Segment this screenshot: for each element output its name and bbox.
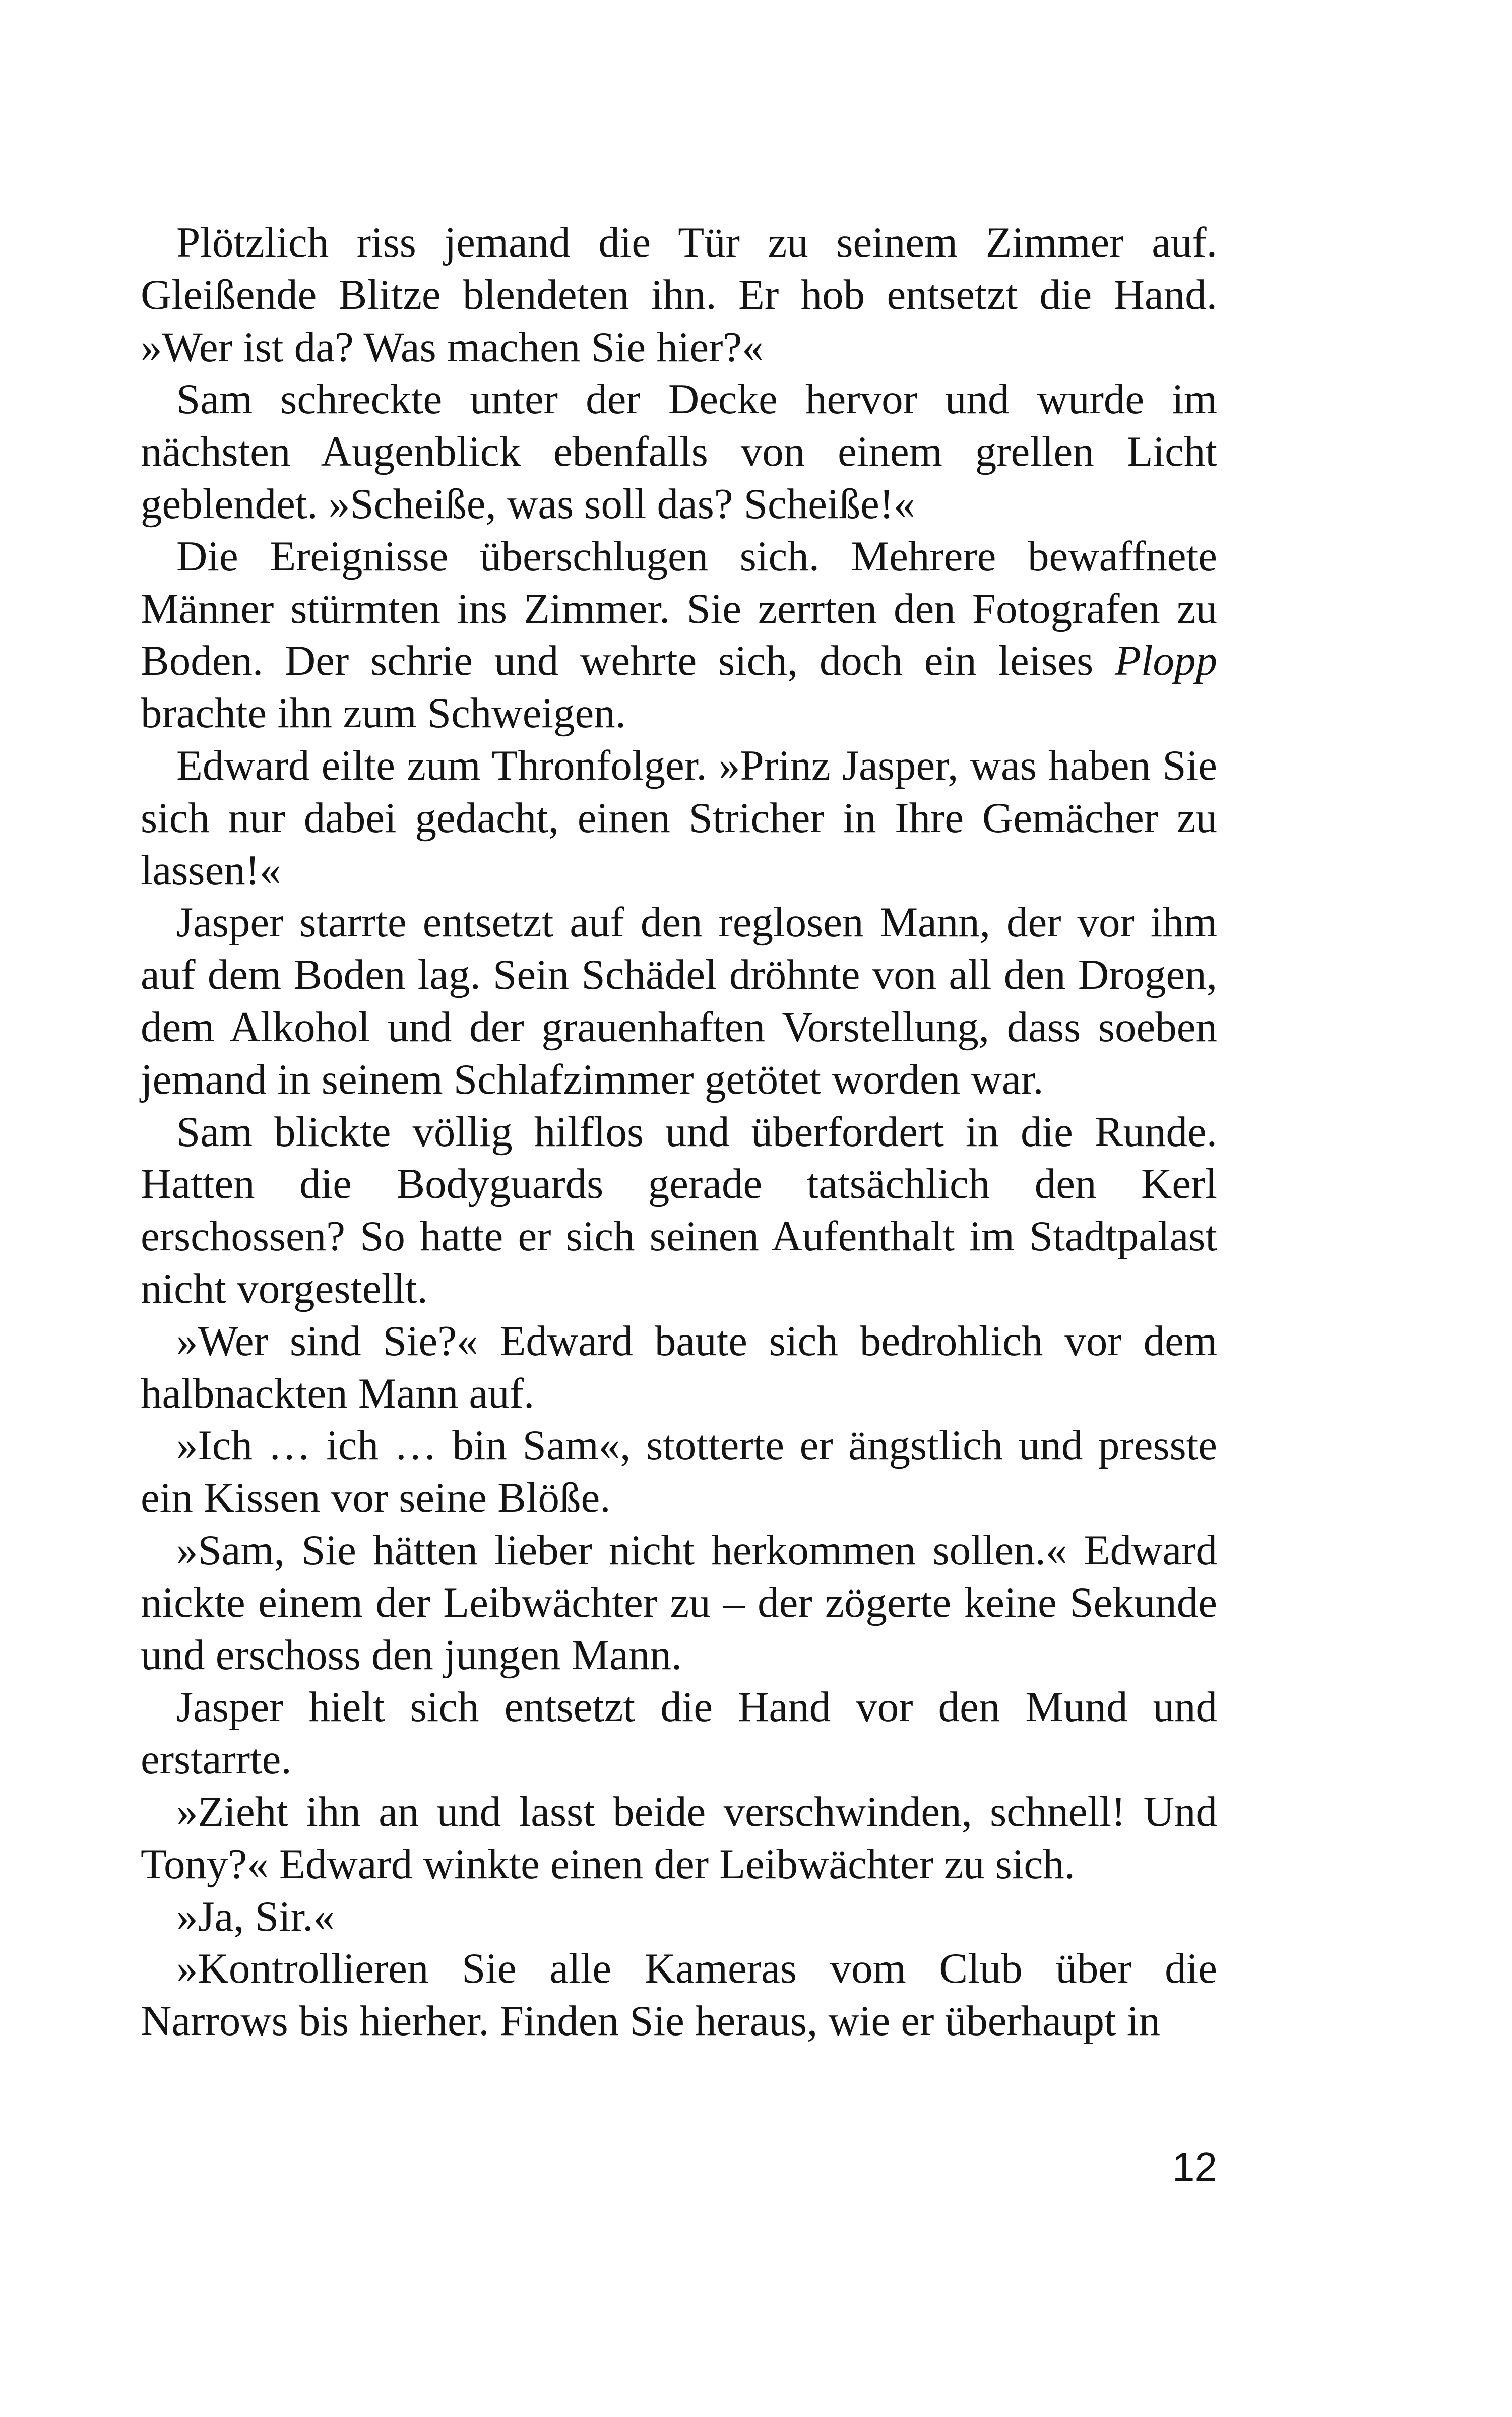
paragraph-13: »Kontrollieren Sie alle Kameras vom Club über die Narrows bis hierher. Finden Sie heraus, wie er überhaupt in bbox=[141, 1945, 1217, 2045]
paragraph-3-text-after: brachte ihn zum Schweigen. bbox=[141, 689, 626, 737]
paragraph-12: »Ja, Sir.« bbox=[176, 1892, 335, 1940]
paragraph-5: Jasper starrte entsetzt auf den reglosen Mann, der vor ihm auf dem Boden lag. Sein Schädel dröhnte von all den Drogen, dem Alkohol und der grauenhaften Vorstellung, dass soeben jemand in seinem Schlafzimmer getötet worden war. bbox=[141, 899, 1217, 1103]
paragraph-11: »Zieht ihn an und lasst beide verschwinden, schnell! Und Tony?« Edward winkte einen der Leibwächter zu sich. bbox=[141, 1788, 1217, 1888]
paragraph-6: Sam blickte völlig hilflos und überfordert in die Runde. Hatten die Bodyguards gerade tatsächlich den Kerl erschossen? So hatte er sich seinen Aufenthalt im Stadtpalast nicht vorgestellt. bbox=[141, 1108, 1217, 1312]
paragraph-7: »Wer sind Sie?« Edward baute sich bedrohlich vor dem halbnackten Mann auf. bbox=[141, 1317, 1217, 1417]
paragraph-10: Jasper hielt sich entsetzt die Hand vor den Mund und erstarrte. bbox=[141, 1683, 1217, 1784]
paragraph-9: »Sam, Sie hätten lieber nicht herkommen sollen.« Edward nickte einem der Leibwächter zu – der zögerte keine Sekunde und erschoss den jungen Mann. bbox=[141, 1526, 1217, 1679]
paragraph-8: »Ich … ich … bin Sam«, stotterte er ängstlich und presste ein Kissen vor seine Blöße. bbox=[141, 1422, 1217, 1522]
paragraph-3 bbox=[141, 531, 1217, 740]
page-number: 12 bbox=[1172, 2144, 1217, 2189]
paragraph-4: Edward eilte zum Thronfolger. »Prinz Jasper, was haben Sie sich nur dabei gedacht, einen Stricher in Ihre Gemächer zu lassen!« bbox=[141, 741, 1217, 894]
paragraph-2: Sam schreckte unter der Decke hervor und wurde im nächsten Augenblick ebenfalls von einem grellen Licht geblendet. »Scheiße, was soll das? Scheiße!« bbox=[141, 375, 1217, 528]
paragraph-3-emphasis: Plopp bbox=[1114, 637, 1217, 685]
paragraph-3-text-before: Die Ereignisse überschlugen sich. Mehrere bewaffnete Männer stürmten ins Zimmer. Sie zerrten den Fotografen zu Boden. Der schrie und wehrte sich, doch ein leises bbox=[141, 532, 1217, 685]
body-text bbox=[141, 217, 1217, 2048]
paragraph-1: Plötzlich riss jemand die Tür zu seinem Zimmer auf. Gleißende Blitze blendeten ihn. Er hob entsetzt die Hand. »Wer ist da? Was machen Sie hier?« bbox=[141, 219, 1217, 371]
